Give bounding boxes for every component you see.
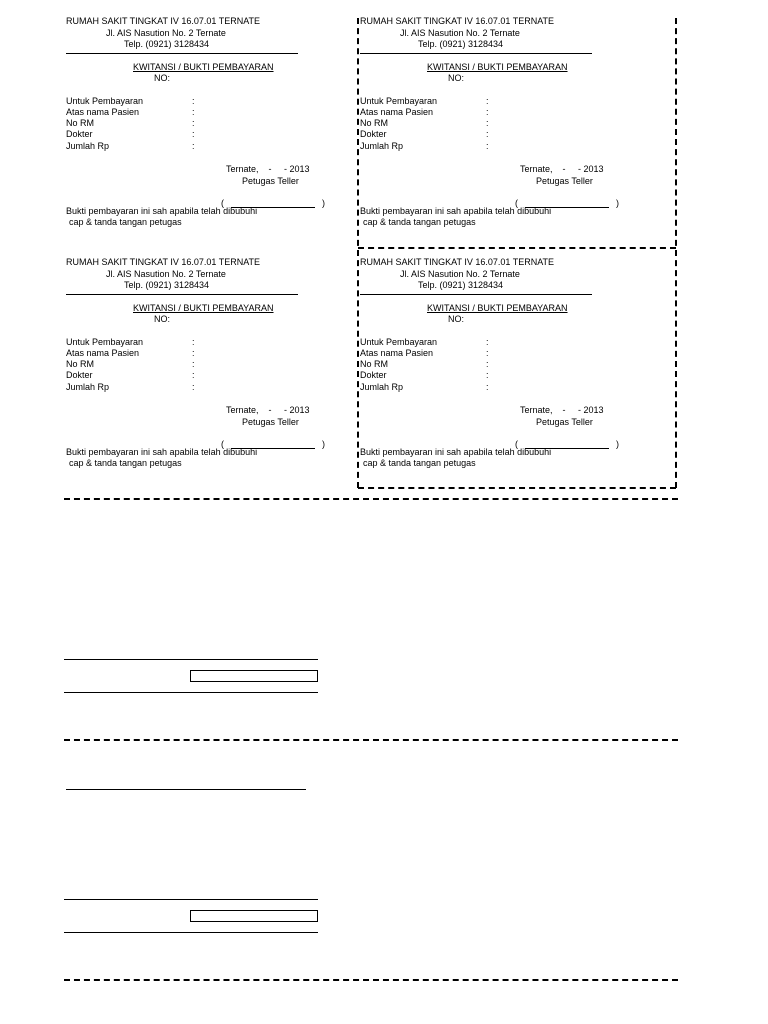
validity-note-line2: cap & tanda tangan petugas (363, 458, 476, 468)
teller-label: Petugas Teller (536, 417, 593, 427)
cut-line (64, 979, 678, 981)
signature-paren-close: ) (322, 439, 325, 449)
field-colon: : (486, 141, 489, 151)
validity-note-line1: Bukti pembayaran ini sah apabila telah dibubuhi (360, 447, 552, 457)
receipt-number-label: NO: (448, 73, 465, 83)
hospital-name: RUMAH SAKIT TINGKAT IV 16.07.01 TERNATE (66, 257, 261, 267)
cut-line-middle (358, 247, 676, 249)
field-label-untuk-pembayaran: Untuk Pembayaran (360, 96, 438, 106)
receipt-title: KWITANSI / BUKTI PEMBAYARAN (427, 303, 568, 313)
field-colon: : (486, 96, 489, 106)
field-colon: : (192, 96, 195, 106)
blank-rule (66, 789, 306, 790)
field-label-dokter: Dokter (360, 129, 387, 139)
blank-rule (64, 692, 318, 693)
cut-line-bottom (64, 498, 678, 500)
field-label-atas-nama-pasien: Atas nama Pasien (66, 348, 140, 358)
signature-paren-open: ( (221, 198, 224, 208)
receipt-number-label: NO: (154, 314, 171, 324)
field-label-no-rm: No RM (66, 118, 95, 128)
field-label-jumlah-rp: Jumlah Rp (360, 382, 404, 392)
place-date: Ternate, - - 2013 (226, 405, 310, 415)
field-colon: : (192, 359, 195, 369)
signature-paren-open: ( (221, 439, 224, 449)
field-label-dokter: Dokter (66, 129, 93, 139)
field-label-no-rm: No RM (360, 359, 389, 369)
field-colon: : (486, 348, 489, 358)
field-label-untuk-pembayaran: Untuk Pembayaran (66, 96, 144, 106)
cut-line-bottom-upper (358, 487, 676, 489)
place-date: Ternate, - - 2013 (520, 405, 604, 415)
field-label-untuk-pembayaran: Untuk Pembayaran (66, 337, 144, 347)
teller-label: Petugas Teller (242, 176, 299, 186)
hospital-name: RUMAH SAKIT TINGKAT IV 16.07.01 TERNATE (66, 16, 261, 26)
field-label-untuk-pembayaran: Untuk Pembayaran (360, 337, 438, 347)
field-label-atas-nama-pasien: Atas nama Pasien (360, 348, 434, 358)
header-divider (66, 294, 298, 295)
field-colon: : (192, 337, 195, 347)
field-colon: : (486, 370, 489, 380)
signature-paren-close: ) (616, 198, 619, 208)
header-divider (66, 53, 298, 54)
field-label-dokter: Dokter (360, 370, 387, 380)
validity-note-line1: Bukti pembayaran ini sah apabila telah dibubuhi (66, 447, 258, 457)
hospital-name: RUMAH SAKIT TINGKAT IV 16.07.01 TERNATE (360, 16, 555, 26)
field-colon: : (192, 118, 195, 128)
hospital-phone: Telp. (0921) 3128434 (124, 280, 210, 290)
receipt-title: KWITANSI / BUKTI PEMBAYARAN (133, 303, 274, 313)
field-label-jumlah-rp: Jumlah Rp (66, 141, 110, 151)
field-colon: : (192, 348, 195, 358)
field-colon: : (486, 129, 489, 139)
receipt-3 (60, 257, 356, 491)
receipt-1 (60, 16, 356, 250)
field-colon: : (192, 129, 195, 139)
cut-line-vertical-right (675, 18, 677, 488)
teller-label: Petugas Teller (242, 417, 299, 427)
header-divider (360, 294, 592, 295)
field-label-no-rm: No RM (66, 359, 95, 369)
field-label-atas-nama-pasien: Atas nama Pasien (66, 107, 140, 117)
place-date: Ternate, - - 2013 (520, 164, 604, 174)
cut-line (64, 739, 678, 741)
receipt-4 (354, 257, 650, 491)
header-divider (360, 53, 592, 54)
blank-box (190, 670, 318, 682)
receipt-number-label: NO: (154, 73, 171, 83)
field-label-no-rm: No RM (360, 118, 389, 128)
field-colon: : (486, 107, 489, 117)
receipt-2 (354, 16, 650, 250)
hospital-phone: Telp. (0921) 3128434 (418, 280, 504, 290)
receipt-title: KWITANSI / BUKTI PEMBAYARAN (427, 62, 568, 72)
signature-paren-open: ( (515, 439, 518, 449)
cut-line-vertical-center (357, 18, 359, 488)
field-colon: : (192, 370, 195, 380)
hospital-phone: Telp. (0921) 3128434 (124, 39, 210, 49)
hospital-address: Jl. AIS Nasution No. 2 Ternate (106, 269, 226, 279)
validity-note-line2: cap & tanda tangan petugas (363, 217, 476, 227)
blank-rule (64, 659, 318, 660)
blank-rule (64, 899, 318, 900)
field-label-jumlah-rp: Jumlah Rp (360, 141, 404, 151)
hospital-address: Jl. AIS Nasution No. 2 Ternate (400, 28, 520, 38)
field-label-jumlah-rp: Jumlah Rp (66, 382, 110, 392)
blank-rule (64, 932, 318, 933)
hospital-name: RUMAH SAKIT TINGKAT IV 16.07.01 TERNATE (360, 257, 555, 267)
field-colon: : (192, 107, 195, 117)
validity-note-line2: cap & tanda tangan petugas (69, 217, 182, 227)
place-date: Ternate, - - 2013 (226, 164, 310, 174)
receipt-number-label: NO: (448, 314, 465, 324)
validity-note-line1: Bukti pembayaran ini sah apabila telah dibubuhi (66, 206, 258, 216)
field-colon: : (486, 359, 489, 369)
blank-box (190, 910, 318, 922)
teller-label: Petugas Teller (536, 176, 593, 186)
field-colon: : (486, 382, 489, 392)
field-label-dokter: Dokter (66, 370, 93, 380)
signature-paren-close: ) (322, 198, 325, 208)
field-colon: : (486, 337, 489, 347)
hospital-address: Jl. AIS Nasution No. 2 Ternate (400, 269, 520, 279)
hospital-phone: Telp. (0921) 3128434 (418, 39, 504, 49)
field-colon: : (192, 141, 195, 151)
validity-note-line2: cap & tanda tangan petugas (69, 458, 182, 468)
hospital-address: Jl. AIS Nasution No. 2 Ternate (106, 28, 226, 38)
field-colon: : (486, 118, 489, 128)
receipt-title: KWITANSI / BUKTI PEMBAYARAN (133, 62, 274, 72)
signature-paren-open: ( (515, 198, 518, 208)
validity-note-line1: Bukti pembayaran ini sah apabila telah dibubuhi (360, 206, 552, 216)
field-label-atas-nama-pasien: Atas nama Pasien (360, 107, 434, 117)
signature-paren-close: ) (616, 439, 619, 449)
field-colon: : (192, 382, 195, 392)
